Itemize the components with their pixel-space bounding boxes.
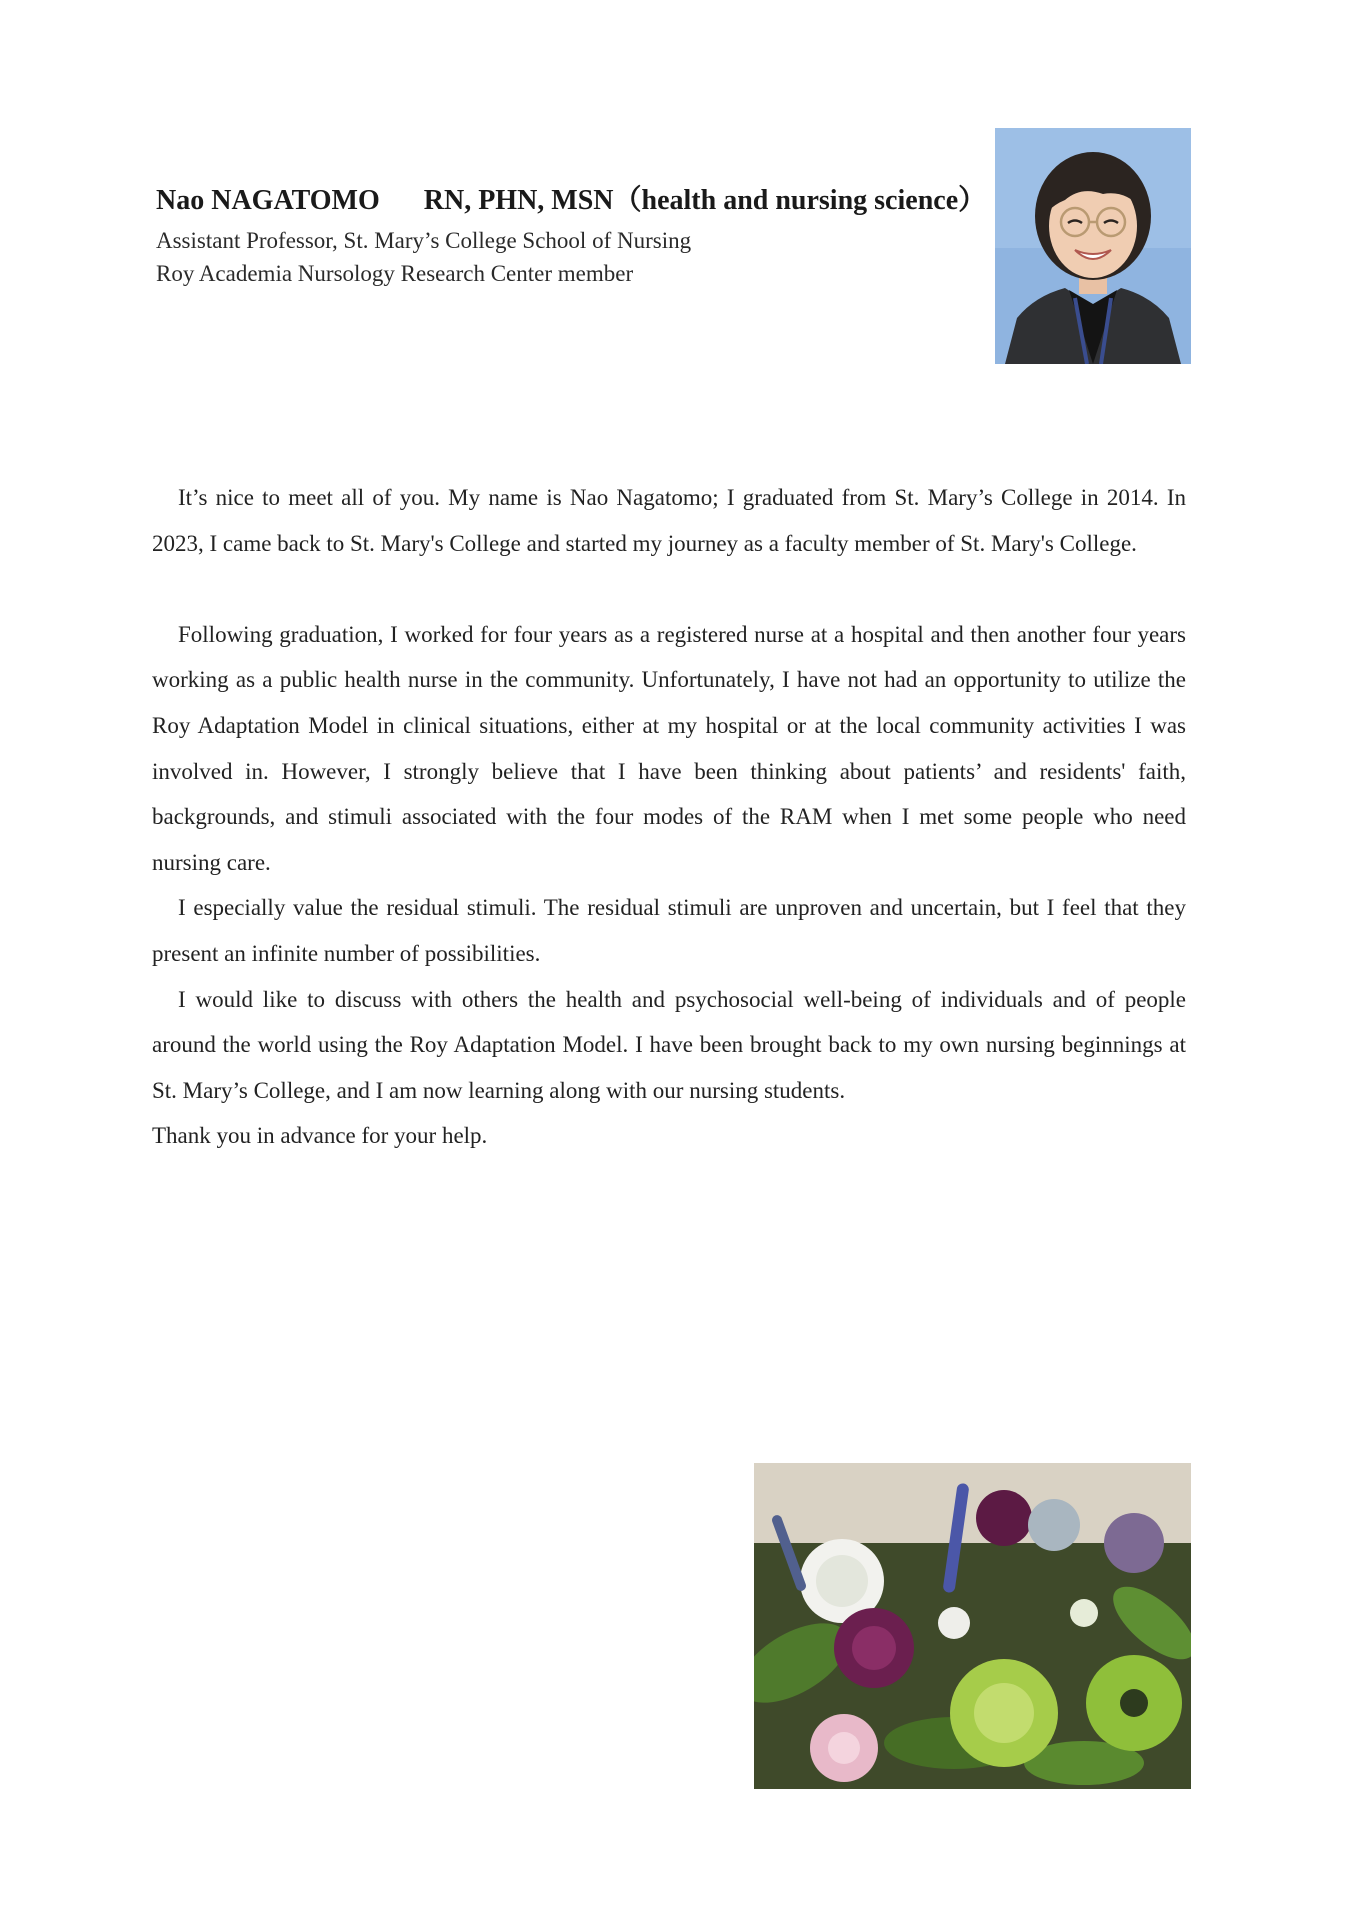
- name-line: [156, 178, 986, 218]
- author-membership: Roy Academia Nursology Research Center member: [156, 261, 634, 286]
- portrait-photo: [995, 128, 1191, 364]
- paragraph-residual-stimuli: I especially value the residual stimuli. The residual stimuli are unproven and uncertain, but I feel that they present an infinite number of possibilities.: [152, 895, 1186, 966]
- author-name: Nao NAGATOMO: [156, 185, 380, 216]
- letter-body: [152, 475, 1186, 1159]
- author-credentials: RN, PHN, MSN（health and nursing science）: [423, 185, 987, 216]
- paragraph-spacer: [152, 566, 1186, 612]
- author-position: Assistant Professor, St. Mary’s College School of Nursing: [156, 228, 692, 253]
- paragraph-thanks: Thank you in advance for your help.: [152, 1123, 488, 1149]
- paragraph-introduction: It’s nice to meet all of you. My name is Nao Nagatomo; I graduated from St. Mary’s College in 2014. In 2023, I came back to St. Mary's College and started my journey as a faculty member of St. Mary's College.: [152, 485, 1186, 556]
- flower-bouquet-photo: [754, 1463, 1191, 1789]
- paragraph-career: Following graduation, I worked for four years as a registered nurse at a hospital and then another four years working as a public health nurse in the community. Unfortunately, I have not had an opportunity to utilize the Roy Adaptation Model in clinical situations, either at my hospital or at the local community activities I was involved in. However, I strongly believe that I have been thinking about patients’ and residents' faith, backgrounds, and stimuli associated with the four modes of the RAM when I met some people who need nursing care.: [152, 621, 1186, 875]
- profile-header: [156, 178, 986, 294]
- paragraph-discussion: I would like to discuss with others the health and psychosocial well-being of individuals and of people around the world using the Roy Adaptation Model. I have been brought back to my own nursing beginnings at St. Mary’s College, and I am now learning along with our nursing students.: [152, 986, 1186, 1103]
